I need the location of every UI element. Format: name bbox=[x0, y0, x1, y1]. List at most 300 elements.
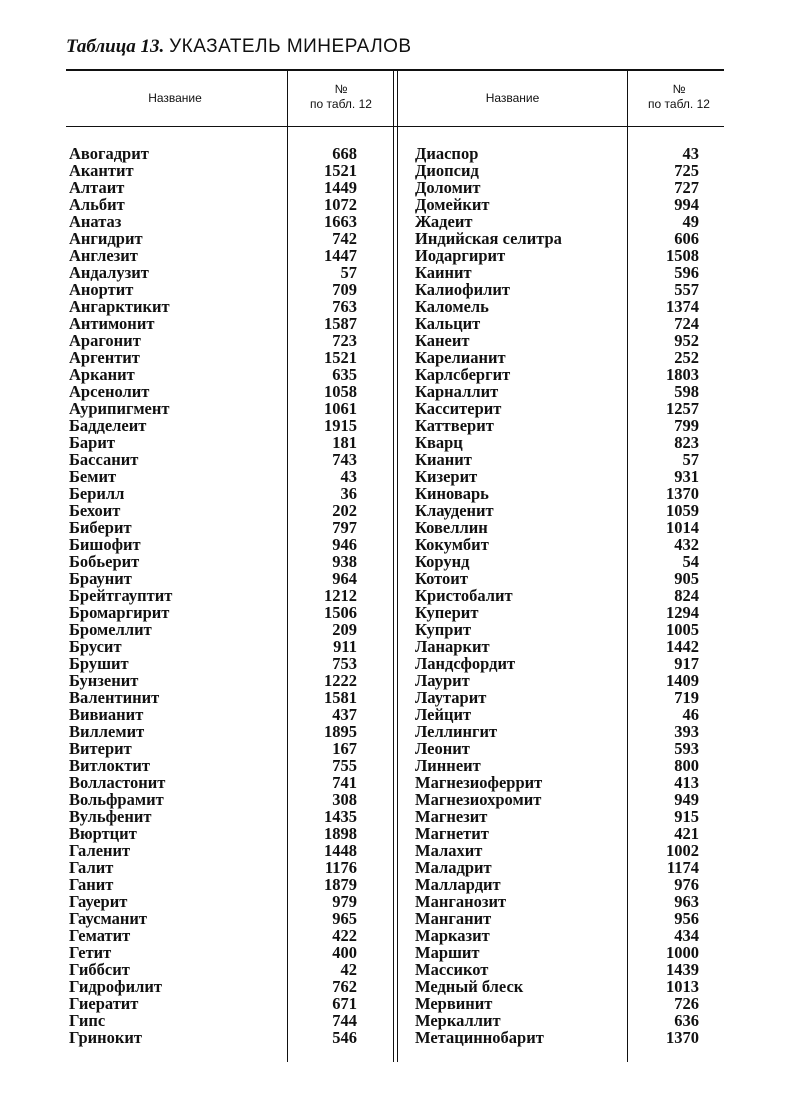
mineral-name: Аурипигмент bbox=[69, 399, 170, 418]
mineral-row bbox=[69, 434, 359, 451]
table-12-number: 994 bbox=[674, 195, 699, 214]
mineral-name: Галит bbox=[69, 858, 114, 877]
mineral-name: Ковеллин bbox=[415, 518, 488, 537]
mineral-name: Маршит bbox=[415, 943, 480, 962]
mineral-name: Гетит bbox=[69, 943, 112, 962]
table-12-number: 42 bbox=[340, 960, 357, 979]
mineral-name: Маладрит bbox=[415, 858, 492, 877]
mineral-name: Гауерит bbox=[69, 892, 128, 911]
mineral-name: Медный блеск bbox=[415, 977, 524, 996]
table-12-number: 400 bbox=[332, 943, 357, 962]
mineral-row bbox=[69, 825, 359, 842]
mineral-name: Касситерит bbox=[415, 399, 502, 418]
mineral-row bbox=[415, 978, 700, 995]
table-12-number: 824 bbox=[674, 586, 699, 605]
mineral-name: Лаурит bbox=[415, 671, 470, 690]
mineral-name: Манганит bbox=[415, 909, 492, 928]
mineral-row bbox=[69, 655, 359, 672]
table-12-number: 964 bbox=[332, 569, 357, 588]
mineral-row bbox=[415, 366, 700, 383]
mineral-name: Брейтгауптит bbox=[69, 586, 173, 605]
mineral-name: Волластонит bbox=[69, 773, 166, 792]
table-12-number: 741 bbox=[332, 773, 357, 792]
mineral-row bbox=[69, 553, 359, 570]
mineral-row bbox=[415, 145, 700, 162]
mineral-row bbox=[69, 978, 359, 995]
table-12-number: 956 bbox=[674, 909, 699, 928]
table-12-number: 762 bbox=[332, 977, 357, 996]
table-12-number: 1005 bbox=[666, 620, 699, 639]
mineral-name: Каттверит bbox=[415, 416, 494, 435]
mineral-name: Индийская селитра bbox=[415, 229, 562, 248]
mineral-row bbox=[69, 349, 359, 366]
table-12-number: 1212 bbox=[324, 586, 357, 605]
mineral-name: Гиббсит bbox=[69, 960, 130, 979]
mineral-row bbox=[69, 944, 359, 961]
mineral-name: Маллардит bbox=[415, 875, 501, 894]
mineral-name: Леонит bbox=[415, 739, 470, 758]
header-rule bbox=[66, 126, 724, 127]
table-12-number: 1435 bbox=[324, 807, 357, 826]
mineral-name: Магнезиоферрит bbox=[415, 773, 543, 792]
mineral-name: Киноварь bbox=[415, 484, 489, 503]
mineral-row bbox=[69, 995, 359, 1012]
mineral-name: Кокумбит bbox=[415, 535, 489, 554]
table-title bbox=[66, 36, 412, 58]
table-12-number: 938 bbox=[332, 552, 357, 571]
mineral-name: Гаусманит bbox=[69, 909, 148, 928]
header-name-left bbox=[100, 91, 250, 106]
mineral-row bbox=[415, 519, 700, 536]
mineral-row bbox=[69, 638, 359, 655]
table-12-number: 976 bbox=[674, 875, 699, 894]
table-12-number: 57 bbox=[340, 263, 357, 282]
table-12-number: 1014 bbox=[666, 518, 699, 537]
mineral-name: Карлсбергит bbox=[415, 365, 511, 384]
mineral-name: Доломит bbox=[415, 178, 481, 197]
table-12-number: 979 bbox=[332, 892, 357, 911]
mineral-row bbox=[69, 230, 359, 247]
mineral-name: Канеит bbox=[415, 331, 470, 350]
mineral-row bbox=[69, 162, 359, 179]
mineral-name: Карналлит bbox=[415, 382, 499, 401]
table-12-number: 949 bbox=[674, 790, 699, 809]
table-12-number: 719 bbox=[674, 688, 699, 707]
mineral-row bbox=[69, 485, 359, 502]
mineral-row bbox=[415, 876, 700, 893]
table-12-number: 209 bbox=[332, 620, 357, 639]
table-12-number: 726 bbox=[674, 994, 699, 1013]
mineral-name: Вюртцит bbox=[69, 824, 137, 843]
table-12-number: 308 bbox=[332, 790, 357, 809]
table-12-number: 709 bbox=[332, 280, 357, 299]
mineral-row bbox=[69, 298, 359, 315]
mineral-name: Антимонит bbox=[69, 314, 155, 333]
table-12-number: 1508 bbox=[666, 246, 699, 265]
table-12-number: 1013 bbox=[666, 977, 699, 996]
mineral-name: Галенит bbox=[69, 841, 131, 860]
table-12-number: 1439 bbox=[666, 960, 699, 979]
header-num-label: по табл. 12 bbox=[648, 97, 710, 111]
mineral-row bbox=[415, 247, 700, 264]
mineral-name: Арсенолит bbox=[69, 382, 150, 401]
mineral-name: Кианит bbox=[415, 450, 472, 469]
right-column bbox=[415, 145, 700, 1046]
header-name-label: Название bbox=[485, 91, 540, 105]
table-12-number: 671 bbox=[332, 994, 357, 1013]
mineral-name: Вольфрамит bbox=[69, 790, 164, 809]
mineral-name: Котоит bbox=[415, 569, 468, 588]
mineral-name: Метациннобарит bbox=[415, 1028, 544, 1047]
table-12-number: 823 bbox=[674, 433, 699, 452]
mineral-row bbox=[415, 791, 700, 808]
mineral-row bbox=[69, 264, 359, 281]
mineral-row bbox=[69, 502, 359, 519]
mineral-row bbox=[415, 808, 700, 825]
mineral-name: Ланаркит bbox=[415, 637, 490, 656]
table-12-number: 911 bbox=[333, 637, 357, 656]
mineral-row bbox=[69, 876, 359, 893]
mineral-row bbox=[69, 774, 359, 791]
table-12-number: 252 bbox=[674, 348, 699, 367]
mineral-row bbox=[415, 842, 700, 859]
mineral-row bbox=[415, 587, 700, 604]
mineral-name: Кальцит bbox=[415, 314, 481, 333]
table-12-number: 46 bbox=[682, 705, 699, 724]
mineral-row bbox=[415, 179, 700, 196]
mineral-row bbox=[69, 842, 359, 859]
mineral-name: Клауденит bbox=[415, 501, 494, 520]
table-12-number: 1370 bbox=[666, 1028, 699, 1047]
mineral-row bbox=[415, 672, 700, 689]
mineral-row bbox=[69, 213, 359, 230]
mineral-name: Линнеит bbox=[415, 756, 481, 775]
mineral-name: Гидрофилит bbox=[69, 977, 162, 996]
mineral-name: Брушит bbox=[69, 654, 129, 673]
table-12-number: 57 bbox=[682, 450, 699, 469]
mineral-row bbox=[415, 434, 700, 451]
mineral-row bbox=[415, 570, 700, 587]
mineral-name: Браунит bbox=[69, 569, 132, 588]
top-rule bbox=[66, 69, 724, 71]
table-12-number: 799 bbox=[674, 416, 699, 435]
table-12-number: 1879 bbox=[324, 875, 357, 894]
header-name-label: Название bbox=[148, 91, 202, 105]
table-12-number: 763 bbox=[332, 297, 357, 316]
table-12-number: 931 bbox=[674, 467, 699, 486]
mineral-row bbox=[415, 1029, 700, 1046]
mineral-name: Андалузит bbox=[69, 263, 149, 282]
table-12-number: 800 bbox=[674, 756, 699, 775]
left-column bbox=[69, 145, 359, 1046]
mineral-name: Гипс bbox=[69, 1011, 106, 1030]
table-12-number: 1257 bbox=[666, 399, 699, 418]
table-12-number: 1587 bbox=[324, 314, 357, 333]
mineral-row bbox=[69, 145, 359, 162]
table-12-number: 598 bbox=[674, 382, 699, 401]
mineral-row bbox=[69, 723, 359, 740]
mineral-name: Гринокит bbox=[69, 1028, 143, 1047]
mineral-row bbox=[415, 655, 700, 672]
table-12-number: 557 bbox=[674, 280, 699, 299]
table-12-number: 432 bbox=[674, 535, 699, 554]
mineral-row bbox=[415, 553, 700, 570]
table-12-number: 54 bbox=[682, 552, 699, 571]
mineral-row bbox=[415, 400, 700, 417]
table-12-number: 1058 bbox=[324, 382, 357, 401]
table-12-number: 1072 bbox=[324, 195, 357, 214]
mineral-name: Магнезит bbox=[415, 807, 488, 826]
table-12-number: 593 bbox=[674, 739, 699, 758]
mineral-name: Англезит bbox=[69, 246, 138, 265]
table-12-number: 1374 bbox=[666, 297, 699, 316]
table-12-number: 724 bbox=[674, 314, 699, 333]
mineral-row bbox=[69, 893, 359, 910]
mineral-name: Гематит bbox=[69, 926, 131, 945]
mineral-row bbox=[415, 298, 700, 315]
mineral-name: Диаспор bbox=[415, 144, 479, 163]
mineral-row bbox=[69, 757, 359, 774]
table-12-number: 915 bbox=[674, 807, 699, 826]
mineral-name: Биберит bbox=[69, 518, 132, 537]
mineral-name: Бехоит bbox=[69, 501, 121, 520]
mineral-row bbox=[69, 672, 359, 689]
mineral-name: Аргентит bbox=[69, 348, 140, 367]
mineral-name: Ганит bbox=[69, 875, 114, 894]
mineral-row bbox=[69, 587, 359, 604]
table-12-number: 1521 bbox=[324, 161, 357, 180]
mineral-name: Магнетит bbox=[415, 824, 489, 843]
table-12-number: 36 bbox=[340, 484, 357, 503]
mineral-row bbox=[69, 927, 359, 944]
table-12-number: 1895 bbox=[324, 722, 357, 741]
table-12-number: 596 bbox=[674, 263, 699, 282]
mineral-name: Марказит bbox=[415, 926, 490, 945]
mineral-row bbox=[415, 944, 700, 961]
table-12-number: 437 bbox=[332, 705, 357, 724]
mineral-row bbox=[69, 740, 359, 757]
mineral-row bbox=[69, 179, 359, 196]
mineral-row bbox=[415, 825, 700, 842]
table-12-number: 742 bbox=[332, 229, 357, 248]
mineral-row bbox=[415, 502, 700, 519]
table-12-number: 1448 bbox=[324, 841, 357, 860]
table-number: Таблица 13. bbox=[66, 36, 165, 57]
mineral-name: Кварц bbox=[415, 433, 463, 452]
table-12-number: 952 bbox=[674, 331, 699, 350]
mineral-row bbox=[415, 638, 700, 655]
mineral-row bbox=[69, 1012, 359, 1029]
mineral-name: Авогадрит bbox=[69, 144, 149, 163]
table-12-number: 1409 bbox=[666, 671, 699, 690]
mineral-row bbox=[69, 315, 359, 332]
mineral-row bbox=[415, 349, 700, 366]
mineral-row bbox=[415, 621, 700, 638]
table-12-number: 917 bbox=[674, 654, 699, 673]
mineral-name: Кристобалит bbox=[415, 586, 513, 605]
mineral-name: Куприт bbox=[415, 620, 472, 639]
table-12-number: 905 bbox=[674, 569, 699, 588]
center-divider-a bbox=[393, 70, 394, 1062]
mineral-row bbox=[69, 468, 359, 485]
table-12-number: 181 bbox=[332, 433, 357, 452]
mineral-row bbox=[415, 757, 700, 774]
mineral-name: Магнезиохромит bbox=[415, 790, 542, 809]
table-heading: УКАЗАТЕЛЬ МИНЕРАЛОВ bbox=[169, 36, 412, 57]
table-12-number: 43 bbox=[682, 144, 699, 163]
mineral-name: Каинит bbox=[415, 263, 472, 282]
mineral-name: Домейкит bbox=[415, 195, 490, 214]
table-12-number: 965 bbox=[332, 909, 357, 928]
mineral-row bbox=[415, 281, 700, 298]
mineral-name: Брусит bbox=[69, 637, 122, 656]
mineral-name: Витерит bbox=[69, 739, 132, 758]
table-12-number: 946 bbox=[332, 535, 357, 554]
mineral-row bbox=[415, 910, 700, 927]
mineral-row bbox=[69, 910, 359, 927]
header-num-left bbox=[289, 82, 393, 112]
table-12-number: 635 bbox=[332, 365, 357, 384]
table-12-number: 49 bbox=[682, 212, 699, 231]
mineral-name: Акантит bbox=[69, 161, 134, 180]
mineral-row bbox=[415, 774, 700, 791]
mineral-name: Иодаргирит bbox=[415, 246, 506, 265]
mineral-row bbox=[415, 196, 700, 213]
mineral-name: Кизерит bbox=[415, 467, 478, 486]
table-12-number: 1506 bbox=[324, 603, 357, 622]
mineral-name: Диопсид bbox=[415, 161, 479, 180]
mineral-name: Ангарктикит bbox=[69, 297, 170, 316]
table-12-number: 1370 bbox=[666, 484, 699, 503]
mineral-row bbox=[415, 961, 700, 978]
mineral-name: Бемит bbox=[69, 467, 117, 486]
mineral-row bbox=[415, 468, 700, 485]
table-12-number: 668 bbox=[332, 144, 357, 163]
mineral-row bbox=[69, 859, 359, 876]
mineral-row bbox=[69, 281, 359, 298]
mineral-name: Анатаз bbox=[69, 212, 122, 231]
mineral-name: Манганозит bbox=[415, 892, 507, 911]
mineral-name: Берилл bbox=[69, 484, 125, 503]
mineral-name: Арканит bbox=[69, 365, 135, 384]
mineral-name: Витлоктит bbox=[69, 756, 150, 775]
table-12-number: 421 bbox=[674, 824, 699, 843]
mineral-row bbox=[69, 536, 359, 553]
mineral-row bbox=[415, 706, 700, 723]
mineral-row bbox=[415, 536, 700, 553]
mineral-name: Меркаллит bbox=[415, 1011, 501, 1030]
mineral-row bbox=[415, 315, 700, 332]
mineral-row bbox=[415, 417, 700, 434]
table-12-number: 1521 bbox=[324, 348, 357, 367]
mineral-row bbox=[415, 995, 700, 1012]
mineral-name: Анортит bbox=[69, 280, 134, 299]
mineral-name: Леллингит bbox=[415, 722, 498, 741]
mineral-row bbox=[69, 417, 359, 434]
mineral-row bbox=[415, 893, 700, 910]
mineral-row bbox=[69, 366, 359, 383]
table-12-number: 167 bbox=[332, 739, 357, 758]
table-12-number: 725 bbox=[674, 161, 699, 180]
table-12-number: 1442 bbox=[666, 637, 699, 656]
mineral-name: Бунзенит bbox=[69, 671, 139, 690]
mineral-row bbox=[69, 689, 359, 706]
table-12-number: 744 bbox=[332, 1011, 357, 1030]
mineral-name: Лейцит bbox=[415, 705, 472, 724]
mineral-row bbox=[415, 213, 700, 230]
mineral-name: Каломель bbox=[415, 297, 489, 316]
header-name-right bbox=[430, 91, 595, 106]
table-12-number: 963 bbox=[674, 892, 699, 911]
mineral-name: Жадеит bbox=[415, 212, 473, 231]
table-12-number: 413 bbox=[674, 773, 699, 792]
table-12-number: 434 bbox=[674, 926, 699, 945]
mineral-name: Мервинит bbox=[415, 994, 493, 1013]
mineral-row bbox=[69, 196, 359, 213]
table-12-number: 723 bbox=[332, 331, 357, 350]
mineral-row bbox=[415, 332, 700, 349]
table-12-number: 753 bbox=[332, 654, 357, 673]
mineral-row bbox=[69, 400, 359, 417]
table-12-number: 1449 bbox=[324, 178, 357, 197]
table-12-number: 202 bbox=[332, 501, 357, 520]
table-12-number: 1294 bbox=[666, 603, 699, 622]
mineral-name: Куперит bbox=[415, 603, 479, 622]
mineral-row bbox=[69, 961, 359, 978]
mineral-name: Корунд bbox=[415, 552, 470, 571]
mineral-name: Вульфенит bbox=[69, 807, 152, 826]
table-12-number: 755 bbox=[332, 756, 357, 775]
table-12-number: 422 bbox=[332, 926, 357, 945]
table-12-number: 1174 bbox=[666, 858, 699, 877]
mineral-row bbox=[415, 264, 700, 281]
table-12-number: 1000 bbox=[666, 943, 699, 962]
mineral-row bbox=[415, 1012, 700, 1029]
mineral-row bbox=[69, 332, 359, 349]
mineral-row bbox=[69, 706, 359, 723]
mineral-row bbox=[415, 485, 700, 502]
mineral-row bbox=[69, 570, 359, 587]
mineral-name: Вивианит bbox=[69, 705, 144, 724]
mineral-name: Бромеллит bbox=[69, 620, 152, 639]
table-12-number: 1898 bbox=[324, 824, 357, 843]
table-12-number: 1803 bbox=[666, 365, 699, 384]
table-12-number: 43 bbox=[340, 467, 357, 486]
mineral-row bbox=[69, 808, 359, 825]
mineral-row bbox=[69, 604, 359, 621]
table-12-number: 1915 bbox=[324, 416, 357, 435]
mineral-row bbox=[69, 383, 359, 400]
table-12-number: 727 bbox=[674, 178, 699, 197]
table-12-number: 546 bbox=[332, 1028, 357, 1047]
mineral-name: Массикот bbox=[415, 960, 489, 979]
table-12-number: 797 bbox=[332, 518, 357, 537]
mineral-name: Малахит bbox=[415, 841, 483, 860]
mineral-name: Барит bbox=[69, 433, 115, 452]
mineral-name: Бассанит bbox=[69, 450, 139, 469]
mineral-name: Гиератит bbox=[69, 994, 139, 1013]
mineral-row bbox=[69, 621, 359, 638]
mineral-row bbox=[69, 791, 359, 808]
center-divider-b bbox=[397, 70, 398, 1062]
mineral-row bbox=[415, 230, 700, 247]
mineral-row bbox=[415, 451, 700, 468]
table-12-number: 393 bbox=[674, 722, 699, 741]
mineral-row bbox=[69, 451, 359, 468]
mineral-row bbox=[415, 859, 700, 876]
table-12-number: 1059 bbox=[666, 501, 699, 520]
mineral-name: Виллемит bbox=[69, 722, 145, 741]
